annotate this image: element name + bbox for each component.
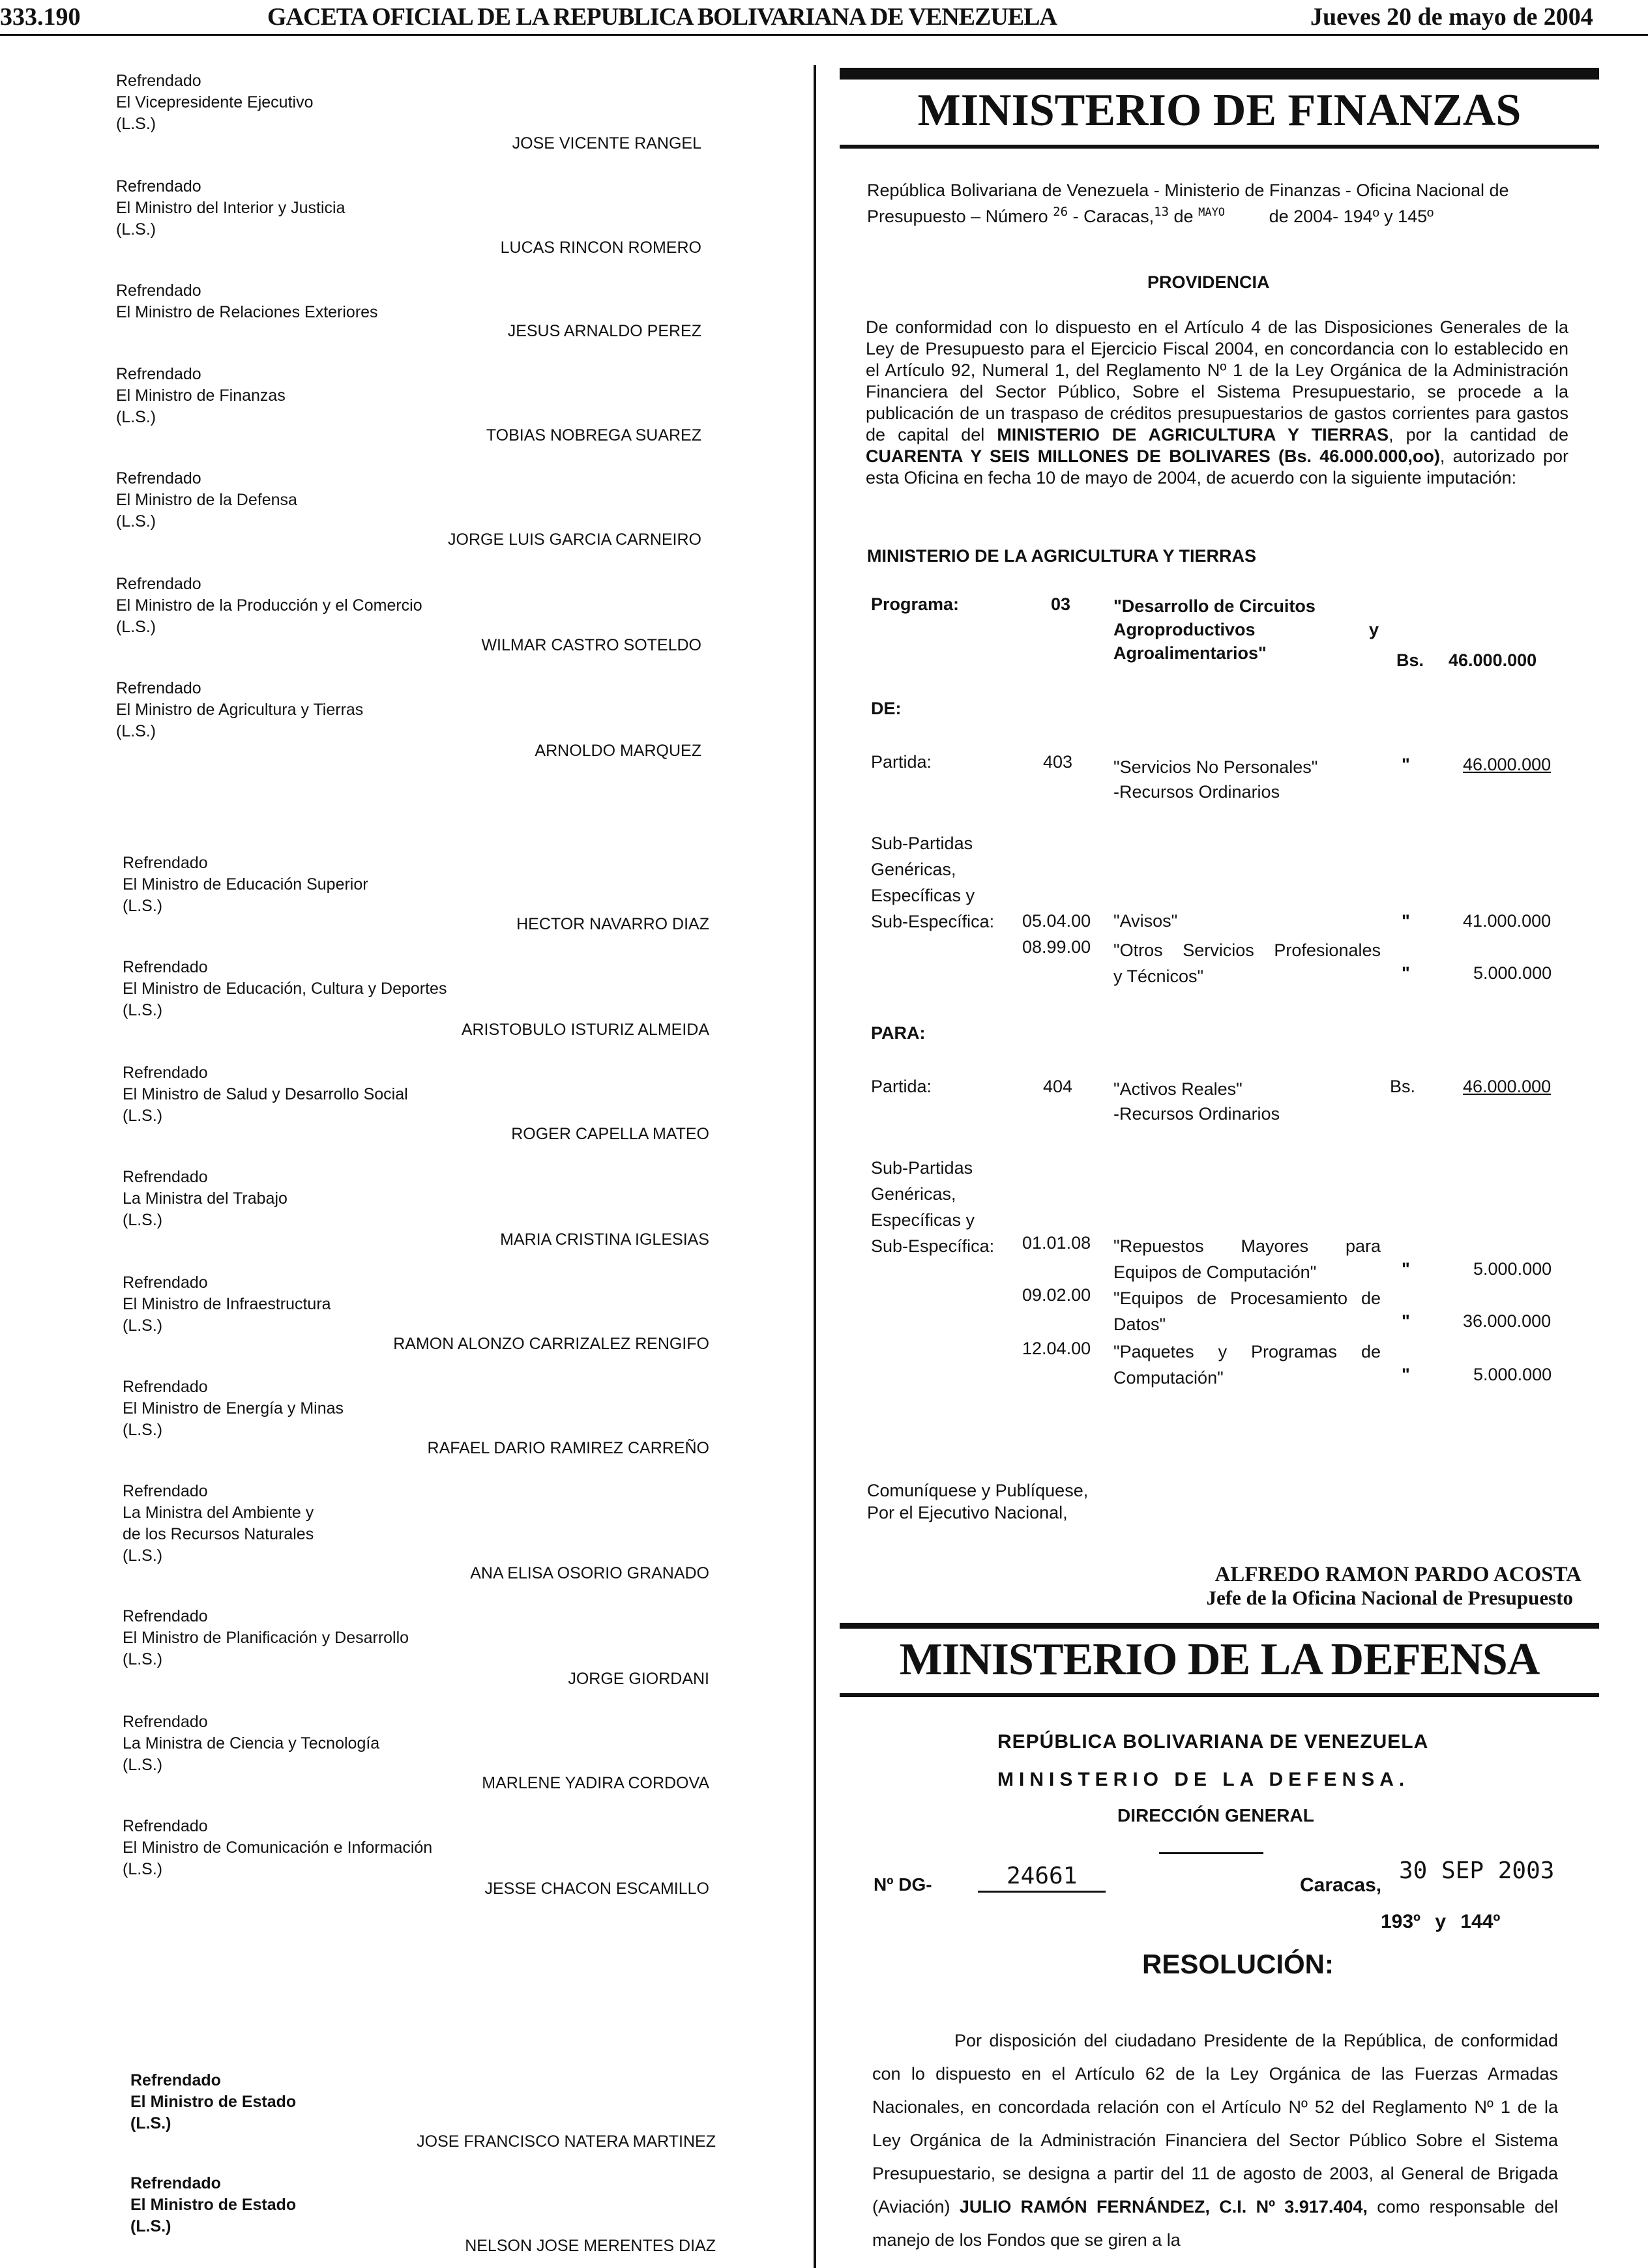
refrendado-label: Refrendado (123, 1064, 208, 1082)
signatory-role: El Ministro de Relaciones Exteriores (116, 303, 378, 321)
signatory-name: MARIA CRISTINA IGLESIAS (500, 1230, 709, 1249)
section-bar-top (840, 68, 1599, 80)
republic-line: REPÚBLICA BOLIVARIANA DE VENEZUELA (997, 1731, 1429, 1752)
closing-line: Por el Ejecutivo Nacional, (867, 1503, 1068, 1522)
refrendado-label: Refrendado (130, 2174, 221, 2192)
refrendado-label: Refrendado (123, 1607, 208, 1625)
seal-mark: (L.S.) (116, 220, 156, 239)
signature-block (116, 364, 286, 428)
refrendado-label: Refrendado (116, 365, 201, 383)
signatory-role: El Ministro de Estado (130, 2196, 297, 2214)
signatory-name: ANA ELISA OSORIO GRANADO (470, 1564, 709, 1582)
signatory-role-cont: de los Recursos Naturales (123, 1525, 314, 1543)
signatory-role: La Ministra de Ciencia y Tecnología (123, 1734, 380, 1752)
section-bar-top (840, 1623, 1599, 1629)
signatory-name: RAFAEL DARIO RAMIREZ CARREÑO (427, 1439, 709, 1457)
refrendado-label: Refrendado (123, 1817, 208, 1835)
providencia-title: PROVIDENCIA (1147, 272, 1270, 292)
programa-desc-text: Agroproductivos (1113, 620, 1256, 639)
seal-mark: (L.S.) (123, 1001, 163, 1019)
partida-desc-line: "Activos Reales" (1113, 1079, 1243, 1099)
signature-block (123, 1711, 379, 1776)
item-amount: 5.000.000 (1473, 1259, 1552, 1279)
signatory-role: El Ministro de Planificación y Desarrollo (123, 1629, 409, 1647)
refrendado-label: Refrendado (116, 282, 201, 300)
intro-line: República Bolivariana de Venezuela - Ministerio de Finanzas - Oficina Nacional de (867, 181, 1509, 200)
partida-amount: 46.000.000 (1463, 755, 1552, 774)
item-amount: 5.000.000 (1473, 963, 1552, 983)
ditto-mark: " (1402, 1365, 1410, 1384)
ministry-heading: MINISTERIO DE LA DEFENSA (899, 1635, 1540, 1685)
body-bold: CUARENTA Y SEIS MILLONES DE BOLIVARES (Bs. 46.000.000,oo) (866, 446, 1440, 466)
separator-rule (1159, 1852, 1263, 1854)
refrendado-label: Refrendado (123, 854, 208, 872)
signatory-name: HECTOR NAVARRO DIAZ (516, 915, 709, 933)
item-amount: 36.000.000 (1463, 1311, 1552, 1331)
partida-bs: Bs. (1390, 1077, 1416, 1096)
signatory-role: El Ministro de Estado (130, 2093, 297, 2111)
signatory-role: El Ministro de Infraestructura (123, 1295, 331, 1313)
closing-line: Comuníquese y Publíquese, (867, 1481, 1089, 1500)
ditto-mark: " (1402, 1311, 1410, 1331)
section-bar-bottom (840, 145, 1599, 149)
body-text: Por disposición del ciudadano Presidente de la República, de conformidad con lo dispuesto en el Artículo 62 de la Ley Orgánica de las Fuerzas Armadas Nacionales, en concordada relación con el Artículo Nº 52 del Reglamento Nº 1 de la Ley Orgánica de la Administración Financiera del Sector Público Sobre el Sistema Presupuestario, se designa a partir del 11 de agosto de 2003, al General de Brigada (Aviación) (872, 2031, 1558, 2217)
item-desc-line: Computación" (1113, 1368, 1224, 1388)
seal-mark: (L.S.) (123, 1547, 163, 1565)
seal-mark: (L.S.) (123, 1107, 163, 1125)
item-desc-line: y Técnicos" (1113, 967, 1204, 986)
signatory-role: El Vicepresidente Ejecutivo (116, 93, 314, 111)
signature-block (116, 468, 297, 532)
refrendado-label: Refrendado (116, 469, 201, 487)
caracas-label: Caracas, (1300, 1874, 1382, 1896)
ditto-mark: " (1402, 1259, 1410, 1279)
item-desc (1113, 1339, 1381, 1391)
signatory-name: JORGE LUIS GARCIA CARNEIRO (448, 531, 701, 549)
seal-mark: (L.S.) (123, 1650, 163, 1668)
signature-block (116, 678, 363, 742)
programa-desc-line (1113, 618, 1379, 641)
item-code: 09.02.00 (1022, 1285, 1091, 1305)
programa-desc-line: Agroalimentarios" (1113, 643, 1267, 663)
refrendado-label: Refrendado (123, 1168, 208, 1186)
item-amount: 5.000.000 (1473, 1365, 1552, 1384)
resolucion-title: RESOLUCIÓN: (1142, 1949, 1334, 1979)
item-desc-line: Datos" (1113, 1315, 1166, 1334)
signatory-role: La Ministra del Trabajo (123, 1189, 287, 1208)
signatory-role: El Ministro de la Producción y el Comercio (116, 596, 422, 615)
subpartidas-line: Específicas y (871, 1210, 975, 1230)
signatory-role: El Ministro de Energía y Minas (123, 1399, 344, 1418)
partida-code: 403 (1043, 752, 1073, 772)
dg-number: 24661 (978, 1863, 1106, 1893)
refrendado-label: Refrendado (130, 2071, 221, 2089)
signature-block (130, 2173, 296, 2237)
programa-amount: 46.000.000 (1449, 650, 1537, 670)
body-text: , autorizado por esta Oficina en fecha 10 de mayo de 2004, de acuerdo con la siguiente imputación: (866, 446, 1568, 487)
intro-text: Presupuesto – Número (867, 207, 1048, 226)
column-divider (814, 65, 816, 2268)
subpartidas-line: Sub-Específica: (871, 912, 995, 931)
signatory-role: El Ministro de Educación Superior (123, 875, 368, 894)
resolucion-body (872, 2024, 1558, 2257)
item-desc (1113, 937, 1381, 989)
signatory-name: NELSON JOSE MERENTES DIAZ (465, 2237, 716, 2255)
providencia-month: MAYO (1198, 206, 1226, 219)
signature-block (123, 1062, 408, 1127)
issue-date: Jueves 20 de mayo de 2004 (1310, 3, 1593, 31)
signatory-name: TOBIAS NOBREGA SUAREZ (486, 426, 701, 444)
signatory-role: El Ministro de Educación, Cultura y Deportes (123, 980, 447, 998)
signature-block (123, 1376, 344, 1441)
partida-desc (1113, 1077, 1280, 1126)
partida-desc-line: -Recursos Ordinarios (1113, 782, 1280, 802)
refrendado-label: Refrendado (123, 1378, 208, 1396)
signatory-name: ARISTOBULO ISTURIZ ALMEIDA (461, 1021, 709, 1039)
signatory-role: El Ministro de Agricultura y Tierras (116, 701, 364, 719)
signatory-role: El Ministro de Salud y Desarrollo Social (123, 1085, 408, 1103)
item-desc-line: "Otros Servicios Profesionales (1113, 940, 1381, 960)
partida-amount: 46.000.000 (1463, 1077, 1552, 1096)
signatory-name: MARLENE YADIRA CORDOVA (482, 1774, 709, 1792)
body-text: , por la cantidad de (1389, 425, 1568, 444)
refrendado-label: Refrendado (123, 1273, 208, 1292)
providencia-body (866, 317, 1568, 489)
signatory-name: ROGER CAPELLA MATEO (511, 1125, 709, 1143)
intro-text: de (1173, 207, 1194, 226)
item-code: 01.01.08 (1022, 1233, 1091, 1253)
ministry-line: MINISTERIO DE LA DEFENSA. (997, 1769, 1410, 1790)
providencia-intro (867, 180, 1578, 227)
seal-mark: (L.S.) (123, 1316, 163, 1335)
signature-block (123, 1481, 314, 1567)
signature-block (116, 176, 346, 240)
signatory-name: JESSE CHACON ESCAMILLO (484, 1880, 709, 1898)
ditto-mark: " (1402, 911, 1410, 931)
item-desc (1113, 1233, 1381, 1285)
seal-mark: (L.S.) (130, 2114, 171, 2132)
signatory-role: El Ministro de Comunicación e Información (123, 1839, 433, 1857)
de-label: DE: (871, 699, 902, 718)
signature-block (123, 1272, 331, 1337)
signer-name: ALFREDO RAMON PARDO ACOSTA (1214, 1563, 1582, 1586)
programa-code: 03 (1051, 594, 1071, 614)
refrendado-label: Refrendado (123, 1713, 208, 1731)
signature-block (123, 1816, 432, 1880)
subpartidas-label (871, 1155, 994, 1259)
seal-mark: (L.S.) (116, 115, 156, 133)
item-desc-line: "Equipos de Procesamiento de (1113, 1288, 1381, 1308)
programa-desc-line: "Desarrollo de Circuitos (1113, 596, 1316, 616)
signatory-role: La Ministra del Ambiente y (123, 1504, 314, 1522)
signatory-name: ARNOLDO MARQUEZ (535, 742, 701, 760)
item-amount: 41.000.000 (1463, 911, 1552, 931)
seal-mark: (L.S.) (130, 2217, 171, 2235)
item-desc-line: "Repuestos Mayores para (1113, 1236, 1381, 1256)
closing-text (867, 1479, 1088, 1524)
seal-mark: (L.S.) (123, 1860, 163, 1878)
partida-desc-line: "Servicios No Personales" (1113, 757, 1318, 777)
refrendado-label: Refrendado (116, 177, 201, 196)
item-code: 05.04.00 (1022, 911, 1091, 931)
signature-block (116, 574, 422, 638)
seal-mark: (L.S.) (123, 1421, 163, 1439)
signatory-name: JORGE GIORDANI (568, 1670, 709, 1688)
body-bold: JULIO RAMÓN FERNÁNDEZ, C.I. Nº 3.917.404, (959, 2197, 1368, 2217)
programa-desc-text: y (1369, 620, 1379, 639)
providencia-day: 13 (1154, 205, 1170, 219)
partida-desc (1113, 755, 1317, 804)
seal-mark: (L.S.) (123, 1211, 163, 1229)
item-desc-line: "Paquetes y Programas de (1113, 1342, 1381, 1361)
signatory-role: El Ministro del Interior y Justicia (116, 199, 346, 217)
signature-block (123, 1167, 287, 1231)
subpartidas-line: Genéricas, (871, 1184, 956, 1204)
subpartidas-line: Sub-Partidas (871, 1158, 973, 1178)
signatory-name: LUCAS RINCON ROMERO (500, 239, 701, 257)
subpartidas-line: Sub-Específica: (871, 1236, 995, 1256)
refrendado-label: Refrendado (123, 1482, 208, 1500)
body-bold: MINISTERIO DE AGRICULTURA Y TIERRAS (997, 425, 1389, 444)
partida-label: Partida: (871, 752, 932, 772)
refrendado-label: Refrendado (116, 72, 201, 90)
seal-mark: (L.S.) (116, 722, 156, 740)
ditto-mark: " (1402, 963, 1410, 983)
signature-block (116, 70, 314, 135)
signature-block (123, 1606, 409, 1670)
para-label: PARA: (871, 1023, 926, 1043)
item-desc-line: Equipos de Computación" (1113, 1262, 1317, 1282)
signatory-name: JOSE FRANCISCO NATERA MARTINEZ (417, 2132, 716, 2151)
subpartidas-line: Sub-Partidas (871, 834, 973, 853)
programa-label: Programa: (871, 594, 960, 614)
subpartidas-line: Específicas y (871, 886, 975, 905)
refrendado-label: Refrendado (123, 958, 208, 976)
signatory-name: RAMON ALONZO CARRIZALEZ RENGIFO (393, 1335, 709, 1353)
subpartidas-label (871, 830, 994, 935)
seal-mark: (L.S.) (116, 618, 156, 636)
item-desc (1113, 1285, 1381, 1337)
signatory-name: JESUS ARNALDO PEREZ (507, 322, 701, 340)
ministry-heading: MINISTERIO DE FINANZAS (917, 85, 1522, 136)
partida-desc-line: -Recursos Ordinarios (1113, 1104, 1280, 1124)
intro-text: - Caracas, (1072, 207, 1155, 226)
page-number: 333.190 (0, 3, 81, 31)
signature-block (123, 852, 368, 917)
programa-desc (1113, 594, 1379, 665)
seal-mark: (L.S.) (116, 408, 156, 426)
body-text: De conformidad con lo dispuesto en el Artículo 4 de las Disposiciones Generales de la Ley de Presupuesto para el Ejercicio Fiscal 2004, en concordancia con lo establecido en el Artículo 92, Numeral 1, del Reglamento Nº 1 de la Ley Orgánica de la Administración Financiera del Sector Público, Sobre el Sistema Presupuestario, se procede a la publicación de un traspaso de créditos presupuestarios de gastos corrientes para gastos de capital del (866, 317, 1568, 444)
seal-mark: (L.S.) (116, 512, 156, 531)
signature-block (116, 280, 378, 323)
signatory-role: El Ministro de Finanzas (116, 386, 286, 405)
signatory-name: WILMAR CASTRO SOTELDO (481, 636, 701, 654)
ministry-line: MINISTERIO DE LA AGRICULTURA Y TIERRAS (867, 546, 1257, 566)
intro-line (867, 201, 1578, 227)
direction-line: DIRECCIÓN GENERAL (1117, 1805, 1314, 1825)
partida-label: Partida: (871, 1077, 932, 1096)
seal-mark: (L.S.) (123, 1756, 163, 1774)
programa-bs: Bs. (1396, 650, 1424, 670)
signature-block (123, 957, 447, 1021)
dg-label: Nº DG- (874, 1874, 932, 1895)
date-stamp: 30 SEP 2003 (1399, 1857, 1555, 1884)
gazette-title: GACETA OFICIAL DE LA REPUBLICA BOLIVARIANA DE VENEZUELA (267, 3, 1057, 31)
item-code: 12.04.00 (1022, 1339, 1091, 1358)
signer-title: Jefe de la Oficina Nacional de Presupuesto (1206, 1586, 1573, 1609)
partida-code: 404 (1043, 1077, 1073, 1096)
years-line: 193º y 144º (1381, 1911, 1501, 1932)
signature-block (130, 2070, 296, 2134)
seal-mark: (L.S.) (123, 897, 163, 915)
signatory-role: El Ministro de la Defensa (116, 491, 297, 509)
item-code: 08.99.00 (1022, 937, 1091, 957)
header-rule (0, 34, 1648, 36)
intro-text: de 2004- 194º y 145º (1269, 207, 1434, 226)
subpartidas-line: Genéricas, (871, 860, 956, 879)
providencia-number: 26 (1053, 205, 1068, 219)
ditto-mark: " (1402, 755, 1410, 774)
body-text: como responsable del manejo de los Fondos que se giren a la (872, 2197, 1558, 2250)
item-desc: "Avisos" (1113, 911, 1178, 931)
refrendado-label: Refrendado (116, 679, 201, 697)
refrendado-label: Refrendado (116, 575, 201, 593)
signatory-name: JOSE VICENTE RANGEL (512, 134, 701, 153)
section-bar-bottom (840, 1693, 1599, 1697)
